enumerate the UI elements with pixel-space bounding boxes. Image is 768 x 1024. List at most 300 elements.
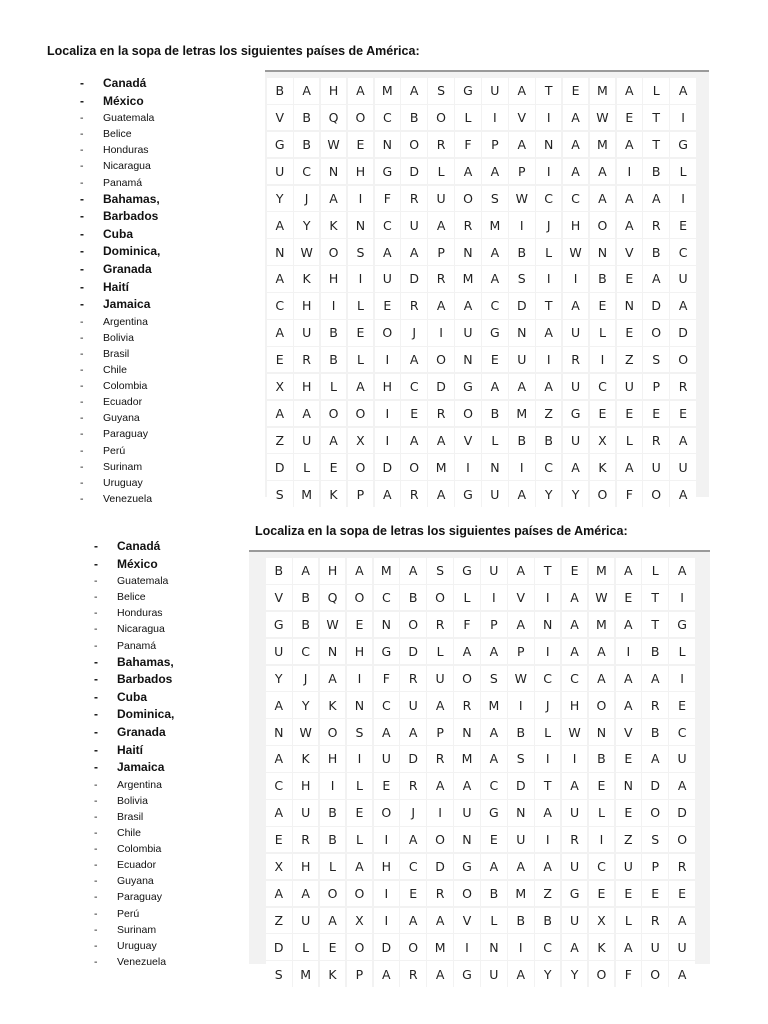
country-item [80, 296, 160, 314]
grid-letter: D [374, 934, 400, 960]
grid-letter: J [535, 692, 561, 718]
grid-letter: C [482, 293, 508, 319]
grid-letter: R [643, 428, 669, 454]
country-name: Colombia [103, 380, 148, 393]
country-item [94, 759, 174, 777]
bullet-dash: - [94, 689, 98, 704]
grid-letter: E [589, 881, 615, 907]
grid-letter: D [375, 454, 401, 480]
grid-letter: M [375, 78, 401, 104]
grid-letter: E [348, 320, 374, 346]
grid-letter: C [669, 719, 695, 745]
grid-letter: N [481, 934, 507, 960]
grid-letter: B [321, 347, 347, 373]
grid-letter: I [427, 800, 453, 826]
bullet-dash: - [80, 262, 84, 277]
country-item [94, 922, 174, 938]
grid-letter: E [401, 401, 427, 427]
grid-letter: N [536, 132, 562, 158]
grid-letter: O [401, 454, 427, 480]
grid-letter: A [563, 454, 589, 480]
grid-letter: B [401, 105, 427, 131]
grid-letter: A [589, 666, 615, 692]
bullet-dash: - [94, 607, 98, 620]
country-name: Surinam [117, 923, 157, 936]
country-name: Argentina [117, 778, 162, 791]
grid-letter: H [374, 854, 400, 880]
grid-letter: A [454, 773, 480, 799]
country-item [80, 261, 160, 279]
country-item [94, 573, 174, 589]
grid-letter: H [348, 159, 374, 185]
grid-letter: M [482, 212, 508, 238]
grid-letter: R [563, 347, 589, 373]
grid-letter: A [562, 639, 588, 665]
grid-letter: L [347, 827, 373, 853]
bullet-dash: - [94, 707, 98, 722]
grid-letter: B [293, 585, 319, 611]
grid-letter: S [348, 239, 374, 265]
grid-letter: C [400, 854, 426, 880]
grid-letter: A [642, 666, 668, 692]
grid-letter: U [482, 481, 508, 507]
country-item [94, 873, 174, 889]
bullet-dash: - [80, 191, 84, 206]
grid-letter: D [400, 746, 426, 772]
grid-letter: A [536, 374, 562, 400]
grid-letter: E [562, 558, 588, 584]
grid-letter: E [320, 934, 346, 960]
grid-letter: O [348, 401, 374, 427]
grid-letter: B [267, 78, 293, 104]
country-item [94, 671, 174, 689]
grid-letter: N [375, 132, 401, 158]
grid-letter: A [670, 78, 696, 104]
word-search-grid-1 [267, 78, 696, 507]
country-name: Bahamas, [103, 191, 160, 206]
country-name: Colombia [117, 843, 162, 856]
grid-letter: O [589, 961, 615, 987]
grid-letter: A [482, 239, 508, 265]
grid-letter: R [294, 347, 320, 373]
grid-letter: A [400, 827, 426, 853]
grid-letter: U [400, 692, 426, 718]
grid-letter: A [669, 558, 695, 584]
grid-letter: A [590, 186, 616, 212]
grid-letter: A [482, 159, 508, 185]
country-name: Ecuador [103, 396, 143, 409]
grid-letter: P [482, 132, 508, 158]
grid-letter: P [481, 612, 507, 638]
bullet-dash: - [80, 297, 84, 312]
country-item [80, 126, 160, 142]
grid-letter: C [536, 454, 562, 480]
grid-letter: G [454, 854, 480, 880]
grid-letter: D [267, 454, 293, 480]
grid-letter: N [617, 293, 643, 319]
grid-letter: N [348, 212, 374, 238]
grid-letter: J [400, 800, 426, 826]
grid-letter: A [374, 961, 400, 987]
grid-letter: A [508, 612, 534, 638]
grid-letter: O [374, 800, 400, 826]
country-name: Surinam [103, 460, 143, 473]
grid-letter: D [509, 293, 535, 319]
grid-letter: U [669, 746, 695, 772]
grid-letter: A [617, 132, 643, 158]
bullet-dash: - [94, 654, 98, 669]
grid-letter: Q [321, 105, 347, 131]
bullet-dash: - [94, 725, 98, 740]
grid-letter: A [617, 78, 643, 104]
grid-letter: G [374, 639, 400, 665]
grid-letter: R [562, 827, 588, 853]
bullet-dash: - [80, 76, 84, 90]
grid-letter: C [563, 186, 589, 212]
grid-letter: E [617, 105, 643, 131]
grid-letter: L [670, 159, 696, 185]
grid-letter: O [642, 961, 668, 987]
bullet-dash: - [80, 444, 84, 457]
grid-letter: E [347, 612, 373, 638]
grid-letter: A [266, 746, 292, 772]
grid-letter: I [669, 585, 695, 611]
country-item [94, 605, 174, 621]
bullet-dash: - [94, 923, 98, 936]
grid-letter: B [482, 401, 508, 427]
country-name: Perú [103, 444, 126, 457]
grid-letter: I [455, 454, 481, 480]
grid-letter: A [670, 481, 696, 507]
grid-letter: U [563, 374, 589, 400]
grid-letter: O [321, 401, 347, 427]
bullet-dash: - [94, 794, 98, 807]
grid-letter: L [617, 428, 643, 454]
grid-letter: U [508, 827, 534, 853]
grid-letter: C [294, 159, 320, 185]
grid-letter: M [374, 558, 400, 584]
grid-letter: N [454, 827, 480, 853]
grid-letter: A [617, 212, 643, 238]
grid-letter: I [321, 293, 347, 319]
country-item [94, 654, 174, 672]
grid-letter: W [563, 239, 589, 265]
grid-letter: U [374, 746, 400, 772]
grid-letter: L [427, 639, 453, 665]
grid-letter: A [321, 428, 347, 454]
country-name: Haití [103, 279, 130, 294]
grid-letter: S [643, 347, 669, 373]
grid-letter: G [455, 481, 481, 507]
grid-letter: I [347, 666, 373, 692]
grid-letter: Z [266, 908, 292, 934]
grid-letter: R [427, 881, 453, 907]
grid-letter: C [670, 239, 696, 265]
grid-letter: U [428, 186, 454, 212]
grid-letter: M [589, 558, 615, 584]
country-item [80, 208, 160, 226]
country-item [80, 75, 160, 93]
worksheet-title-2: Localiza en la sopa de letras los siguientes países de América: [255, 524, 628, 538]
grid-letter: G [267, 132, 293, 158]
grid-letter: E [616, 881, 642, 907]
grid-letter: A [428, 212, 454, 238]
grid-letter: R [400, 666, 426, 692]
grid-letter: F [455, 132, 481, 158]
grid-letter: B [321, 320, 347, 346]
country-item [94, 793, 174, 809]
grid-letter: P [427, 719, 453, 745]
grid-letter: T [535, 773, 561, 799]
bullet-dash: - [80, 112, 84, 125]
country-name: Perú [117, 907, 140, 920]
bullet-dash: - [80, 279, 84, 294]
grid-letter: P [428, 239, 454, 265]
grid-letter: A [400, 719, 426, 745]
grid-letter: A [347, 854, 373, 880]
country-item [94, 938, 174, 954]
bullet-dash: - [80, 331, 84, 344]
grid-letter: E [266, 827, 292, 853]
grid-letter: A [293, 881, 319, 907]
grid-letter: G [482, 320, 508, 346]
grid-letter: A [454, 639, 480, 665]
grid-letter: N [455, 239, 481, 265]
grid-letter: V [617, 239, 643, 265]
grid-letter: R [427, 746, 453, 772]
grid-letter: A [508, 558, 534, 584]
country-item [94, 889, 174, 905]
grid-letter: M [509, 401, 535, 427]
country-name: Chile [117, 827, 141, 840]
grid-letter: F [454, 612, 480, 638]
grid-letter: Y [535, 961, 561, 987]
grid-letter: A [562, 612, 588, 638]
grid-letter: J [401, 320, 427, 346]
grid-letter: A [535, 854, 561, 880]
country-name: Dominica, [117, 707, 175, 722]
grid-letter: R [455, 212, 481, 238]
grid-letter: S [427, 558, 453, 584]
bullet-dash: - [80, 428, 84, 441]
grid-letter: B [266, 558, 292, 584]
grid-letter: Z [616, 827, 642, 853]
grid-letter: E [669, 692, 695, 718]
country-item [80, 243, 160, 261]
grid-letter: I [670, 186, 696, 212]
country-item [94, 638, 174, 654]
word-search-panel-1 [265, 70, 709, 502]
grid-letter: A [616, 666, 642, 692]
country-name: Bahamas, [117, 654, 174, 669]
grid-letter: E [482, 347, 508, 373]
grid-letter: N [320, 639, 346, 665]
grid-letter: E [400, 881, 426, 907]
grid-letter: V [266, 585, 292, 611]
grid-letter: M [508, 881, 534, 907]
country-name: Guyana [103, 412, 140, 425]
country-name: Brasil [117, 811, 144, 823]
grid-letter: G [455, 374, 481, 400]
grid-letter: M [589, 612, 615, 638]
grid-letter: H [321, 266, 347, 292]
grid-letter: I [375, 401, 401, 427]
grid-letter: U [267, 159, 293, 185]
grid-letter: N [589, 719, 615, 745]
grid-letter: A [669, 773, 695, 799]
grid-letter: S [347, 719, 373, 745]
grid-letter: Q [320, 585, 346, 611]
grid-letter: T [536, 78, 562, 104]
grid-letter: A [643, 186, 669, 212]
grid-letter: H [294, 293, 320, 319]
grid-letter: O [347, 585, 373, 611]
bullet-dash: - [80, 492, 84, 505]
bullet-dash: - [94, 623, 98, 636]
grid-letter: D [427, 854, 453, 880]
grid-letter: A [562, 585, 588, 611]
bullet-dash: - [94, 556, 98, 571]
grid-letter: A [563, 159, 589, 185]
grid-letter: A [428, 428, 454, 454]
grid-letter: A [400, 558, 426, 584]
grid-letter: O [643, 481, 669, 507]
grid-letter: I [536, 105, 562, 131]
grid-letter: C [590, 374, 616, 400]
grid-letter: A [348, 374, 374, 400]
grid-letter: O [590, 212, 616, 238]
country-item [80, 443, 160, 459]
grid-letter: Y [563, 481, 589, 507]
grid-letter: L [348, 293, 374, 319]
grid-letter: I [670, 105, 696, 131]
grid-letter: B [590, 266, 616, 292]
grid-letter: U [509, 347, 535, 373]
grid-letter: L [348, 347, 374, 373]
country-item [94, 954, 174, 970]
country-name: Honduras [117, 607, 163, 620]
country-name: Barbados [117, 672, 173, 687]
grid-letter: U [266, 639, 292, 665]
grid-letter: T [535, 558, 561, 584]
grid-letter: D [428, 374, 454, 400]
country-name: Bolivia [117, 794, 148, 807]
grid-letter: K [589, 934, 615, 960]
grid-letter: A [266, 800, 292, 826]
grid-letter: O [427, 585, 453, 611]
grid-letter: A [375, 239, 401, 265]
country-name: Uruguay [117, 939, 157, 952]
country-item [94, 742, 174, 760]
bullet-dash: - [94, 575, 98, 588]
grid-letter: U [455, 320, 481, 346]
grid-letter: A [427, 961, 453, 987]
bullet-dash: - [94, 939, 98, 952]
country-item [94, 538, 174, 556]
grid-letter: T [642, 612, 668, 638]
grid-letter: L [482, 428, 508, 454]
grid-letter: B [589, 746, 615, 772]
grid-letter: R [401, 186, 427, 212]
grid-letter: A [375, 481, 401, 507]
grid-letter: W [562, 719, 588, 745]
grid-letter: W [320, 612, 346, 638]
grid-letter: U [670, 266, 696, 292]
grid-letter: B [320, 800, 346, 826]
grid-letter: S [642, 827, 668, 853]
bullet-dash: - [80, 380, 84, 393]
grid-letter: P [509, 159, 535, 185]
grid-letter: O [670, 347, 696, 373]
grid-letter: H [293, 773, 319, 799]
grid-letter: O [428, 347, 454, 373]
grid-letter: E [590, 401, 616, 427]
grid-letter: W [321, 132, 347, 158]
grid-letter: P [643, 374, 669, 400]
grid-letter: K [321, 481, 347, 507]
grid-letter: X [267, 374, 293, 400]
grid-letter: W [294, 239, 320, 265]
grid-letter: W [293, 719, 319, 745]
grid-letter: L [454, 585, 480, 611]
bullet-dash: - [80, 476, 84, 489]
grid-letter: B [642, 639, 668, 665]
grid-letter: C [267, 293, 293, 319]
grid-letter: A [509, 78, 535, 104]
grid-letter: L [536, 239, 562, 265]
country-list-1 [80, 75, 160, 507]
grid-letter: O [454, 666, 480, 692]
grid-letter: F [375, 186, 401, 212]
grid-letter: N [454, 719, 480, 745]
grid-letter: K [321, 212, 347, 238]
grid-letter: H [321, 78, 347, 104]
grid-letter: E [321, 454, 347, 480]
country-name: Chile [103, 364, 127, 377]
grid-letter: I [509, 454, 535, 480]
country-name: Granada [103, 262, 152, 277]
grid-letter: A [428, 293, 454, 319]
grid-letter: H [563, 212, 589, 238]
grid-letter: A [481, 719, 507, 745]
grid-letter: A [294, 78, 320, 104]
grid-letter: H [562, 692, 588, 718]
grid-letter: J [293, 666, 319, 692]
bullet-dash: - [94, 827, 98, 840]
country-item [80, 491, 160, 507]
grid-letter: B [294, 132, 320, 158]
bullet-dash: - [94, 907, 98, 920]
grid-letter: A [509, 481, 535, 507]
grid-letter: A [509, 132, 535, 158]
grid-letter: E [347, 800, 373, 826]
grid-letter: G [669, 612, 695, 638]
country-name: Argentina [103, 315, 148, 328]
grid-letter: C [293, 639, 319, 665]
grid-letter: A [669, 908, 695, 934]
grid-letter: E [374, 773, 400, 799]
grid-letter: N [535, 612, 561, 638]
grid-letter: L [669, 639, 695, 665]
grid-letter: N [508, 800, 534, 826]
grid-letter: V [267, 105, 293, 131]
grid-letter: V [508, 585, 534, 611]
grid-letter: A [670, 293, 696, 319]
grid-letter: L [428, 159, 454, 185]
grid-letter: U [616, 854, 642, 880]
grid-letter: O [400, 934, 426, 960]
grid-letter: A [267, 266, 293, 292]
